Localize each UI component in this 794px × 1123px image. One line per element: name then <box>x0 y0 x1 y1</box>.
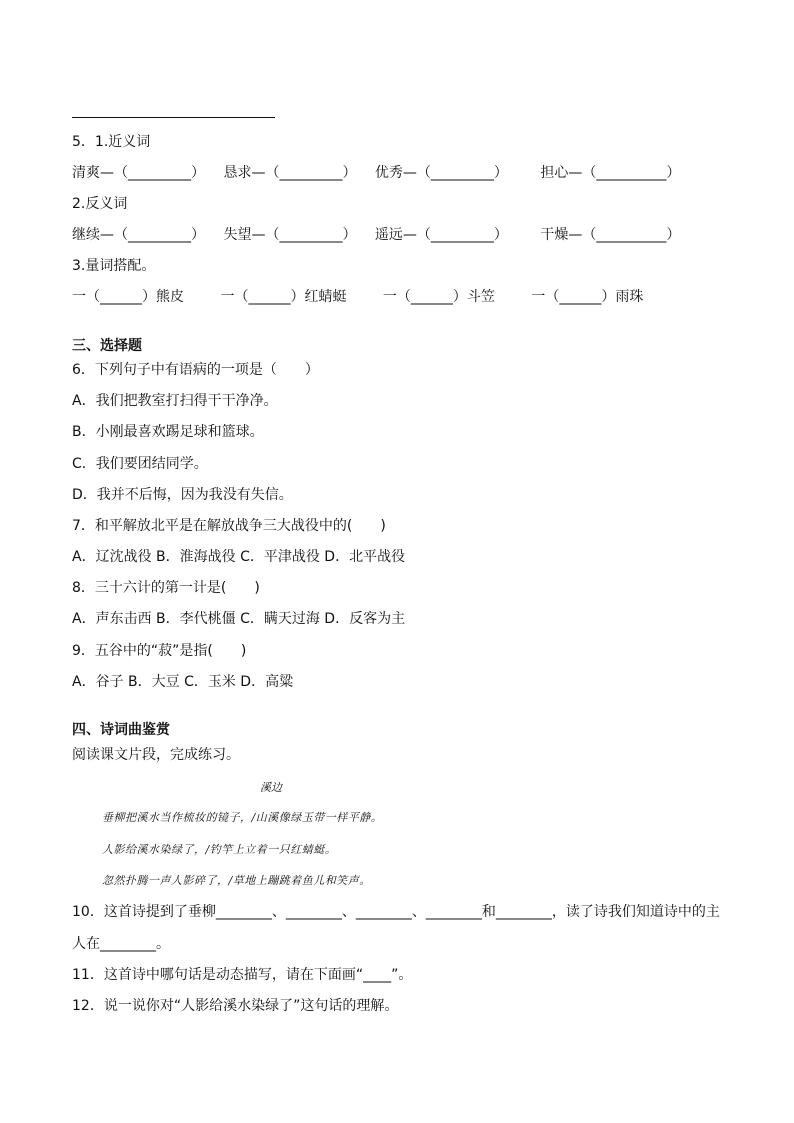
measure-item: 一（______）红蜻蜓 <box>220 289 347 305</box>
antonym-title: 2.反义词 <box>72 196 128 212</box>
measure-row <box>72 287 643 307</box>
q11-line: 11．这首诗中哪句话是动态描写，请在下面画“____”。 <box>72 967 413 983</box>
synonym-item: 担心—（__________） <box>540 165 681 181</box>
section3-heading: 三、选择题 <box>72 338 142 354</box>
q10-line: 10．这首诗提到了垂柳________、________、________、________和________，读了诗我们知道诗中的主 <box>72 904 720 920</box>
option-line: A．我们把教室打扫得干干净净。 <box>72 393 278 409</box>
option-line: B．小刚最喜欢踢足球和篮球。 <box>72 424 264 440</box>
poem-line: 人影给溪水染绿了，/钓竿上立着一只红蜻蜓。 <box>102 843 337 856</box>
poem-title: 溪边 <box>260 781 282 794</box>
q5-title: 5．1.近义词 <box>72 134 151 150</box>
measure-item: 一（______）熊皮 <box>72 289 184 305</box>
separator-rule <box>72 117 275 118</box>
poem-line: 垂柳把溪水当作梳妆的镜子，/山溪像绿玉带一样平静。 <box>102 811 383 824</box>
section4-heading: 四、诗词曲鉴赏 <box>72 722 170 738</box>
question-line: 8．三十六计的第一计是( ) <box>72 580 260 596</box>
option-line: C．我们要团结同学。 <box>72 456 208 472</box>
option-line: A．辽沈战役 B．淮海战役 C．平津战役 D．北平战役 <box>72 549 406 565</box>
antonym-item: 遥远—（_________） <box>374 227 508 243</box>
synonym-item: 恳求—（_________） <box>223 165 357 181</box>
option-line: A．谷子 B．大豆 C．玉米 D．高粱 <box>72 674 294 690</box>
q10-line: 人在________。 <box>72 936 170 952</box>
question-line: 7．和平解放北平是在解放战争三大战役中的( ) <box>72 518 386 534</box>
synonym-item: 优秀—（_________） <box>374 165 508 181</box>
poem-line: 忽然扑腾一声人影碎了，/草地上蹦跳着鱼儿和笑声。 <box>102 874 371 887</box>
antonym-row <box>72 225 680 245</box>
synonym-item: 清爽—（_________） <box>72 165 205 181</box>
measure-item: 一（______）雨珠 <box>531 289 644 305</box>
synonym-row <box>72 163 680 183</box>
option-line: A．声东击西 B．李代桃僵 C．瞒天过海 D．反客为主 <box>72 611 406 627</box>
question-line: 6．下列句子中有语病的一项是（ ） <box>72 362 319 378</box>
antonym-item: 继续—（_________） <box>72 227 205 243</box>
question-line: 9．五谷中的“菽”是指( ) <box>72 643 247 659</box>
antonym-item: 干燥—（__________） <box>540 227 681 243</box>
section4-intro: 阅读课文片段，完成练习。 <box>72 747 240 763</box>
measure-title: 3.量词搭配。 <box>72 258 156 274</box>
q12-line: 12．说一说你对“人影给溪水染绿了”这句话的理解。 <box>72 998 399 1014</box>
option-line: D．我并不后悔，因为我没有失信。 <box>72 487 293 503</box>
antonym-item: 失望—（_________） <box>223 227 357 243</box>
measure-item: 一（______）斗笠 <box>382 289 495 305</box>
